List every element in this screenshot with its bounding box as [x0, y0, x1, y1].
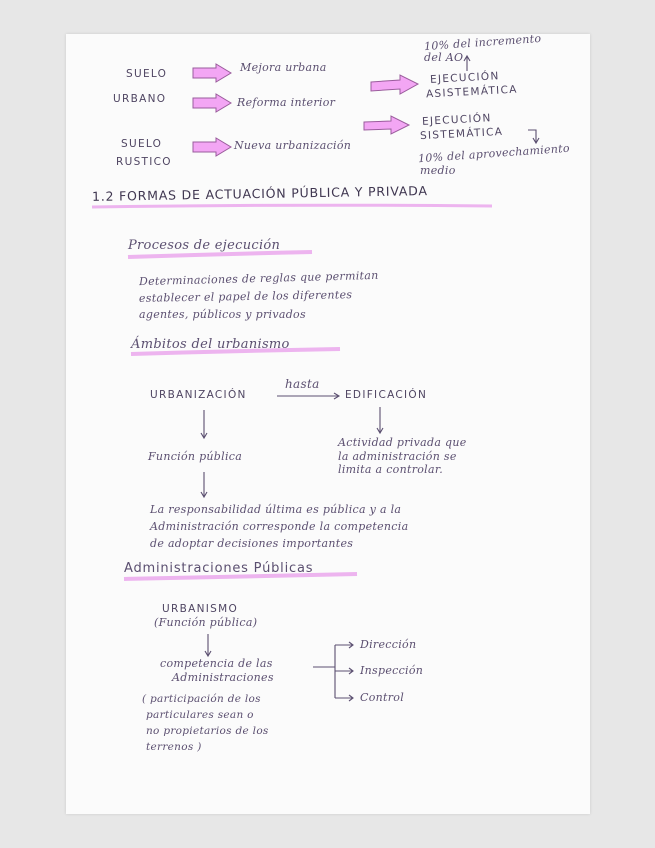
- funcion-publica-label: Función pública: [148, 450, 243, 463]
- branch-control: Control: [360, 691, 405, 704]
- suelo-rustico-label-line1: SUELO: [121, 138, 163, 150]
- ambitos-heading: Ámbitos del urbanismo: [131, 337, 290, 352]
- ejecucion-asistematica-line1: EJECUCIÓN: [429, 70, 500, 86]
- aprovechamiento-label-line1: 10% del aprovechamiento: [417, 141, 571, 166]
- actividad-privada-line1: Actividad privada que: [338, 436, 467, 449]
- pink-arrow-sistematica: [364, 116, 409, 134]
- nueva-urbanizacion-label: Nueva urbanización: [234, 139, 352, 152]
- branch-connector: [313, 645, 335, 698]
- urbanizacion-label: URBANIZACIÓN: [150, 389, 247, 401]
- up-arrow-incremento: [464, 56, 470, 71]
- participacion-line3: no propietarios de los: [146, 725, 269, 737]
- down-arrow-aprovechamiento: [528, 130, 539, 143]
- urbanismo-label: URBANISMO: [162, 603, 239, 615]
- competencia-line1: competencia de las: [160, 657, 273, 670]
- hasta-label: hasta: [285, 377, 320, 391]
- section-title: 1.2 FORMAS DE ACTUACIÓN PÚBLICA Y PRIVADA: [91, 183, 428, 204]
- branch-inspeccion: Inspección: [360, 664, 424, 677]
- reforma-interior-label: Reforma interior: [237, 96, 336, 109]
- edificacion-label: EDIFICACIÓN: [345, 389, 428, 401]
- administraciones-heading: Administraciones Públicas: [124, 561, 314, 576]
- responsabilidad-line3: de adoptar decisiones importantes: [150, 537, 354, 550]
- participacion-line2: particulares sean o: [146, 709, 254, 721]
- procesos-text-line3: agentes, públicos y privados: [139, 308, 306, 321]
- suelo-urbano-label-line1: SUELO: [126, 68, 168, 80]
- suelo-rustico-label-line2: RUSTICO: [116, 156, 172, 168]
- pink-arrow-mejora: [193, 64, 231, 82]
- aprovechamiento-label-line2: medio: [420, 164, 456, 177]
- participacion-line4: terrenos ): [146, 741, 202, 753]
- suelo-urbano-label-line2: URBANO: [113, 93, 167, 105]
- procesos-text-line2: establecer el papel de los diferentes: [138, 288, 353, 305]
- incremento-label-line2: del AO: [424, 51, 464, 64]
- competencia-line2: Administraciones: [172, 671, 274, 684]
- procesos-text-line1: Determinaciones de reglas que permitan: [138, 268, 379, 289]
- pink-arrow-asistematica: [371, 75, 418, 94]
- pink-arrow-reforma: [193, 94, 231, 112]
- incremento-label-line1: 10% del incremento: [423, 31, 542, 54]
- mejora-urbana-label: Mejora urbana: [240, 61, 327, 74]
- responsabilidad-line2: Administración corresponde la competencia: [150, 520, 409, 533]
- ejecucion-asistematica-line2: ASISTEMÁTICA: [425, 83, 518, 101]
- ejecucion-sistematica-line1: EJECUCIÓN: [421, 112, 492, 128]
- participacion-line1: ( participación de los: [142, 693, 261, 705]
- branch-direccion: Dirección: [360, 638, 417, 651]
- section-title-underline: [92, 205, 492, 207]
- procesos-heading: Procesos de ejecución: [128, 238, 281, 253]
- funcion-publica-paren: (Función pública): [154, 616, 258, 629]
- ejecucion-sistematica-line2: SISTEMÁTICA: [419, 125, 504, 143]
- responsabilidad-line1: La responsabilidad última es pública y a la: [150, 503, 402, 516]
- actividad-privada-line2: la administración se: [338, 450, 457, 463]
- pink-arrow-nueva: [193, 138, 231, 156]
- actividad-privada-line3: limita a controlar.: [338, 463, 444, 476]
